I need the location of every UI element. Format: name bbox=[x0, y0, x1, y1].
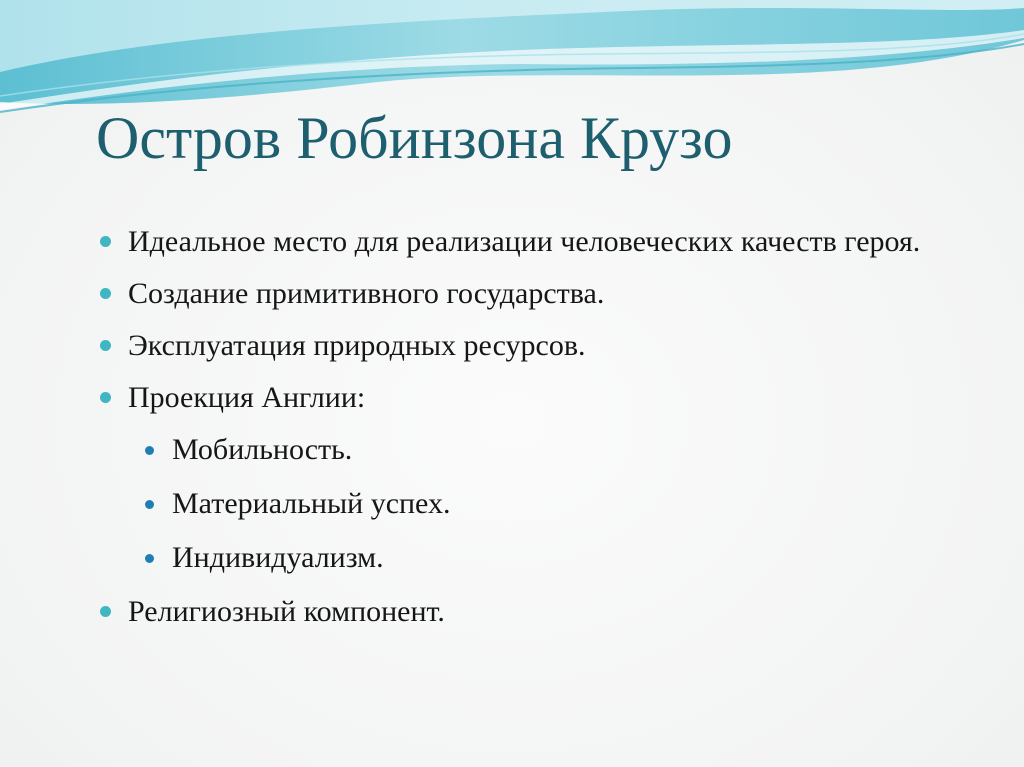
bullet-dot-icon bbox=[100, 606, 111, 617]
bullet-item bbox=[100, 220, 980, 264]
bullet-dot-icon bbox=[100, 288, 111, 299]
sub-bullet-dot-icon bbox=[145, 500, 154, 509]
sub-bullet-dot-icon bbox=[145, 554, 154, 563]
bullet-dot-icon bbox=[100, 392, 111, 403]
slide-content bbox=[100, 220, 980, 642]
sub-bullet-item bbox=[145, 482, 980, 526]
bullet-text: Идеальное место для реализации человеческих качеств героя. bbox=[128, 225, 921, 258]
bullet-text: Религиозный компонент. bbox=[128, 595, 445, 628]
sub-bullet-dot-icon bbox=[145, 446, 154, 455]
bullet-item bbox=[100, 272, 980, 316]
sub-bullet-item bbox=[145, 428, 980, 472]
bullet-item bbox=[100, 324, 980, 368]
bullet-dot-icon bbox=[100, 340, 111, 351]
bullet-dot-icon bbox=[100, 236, 111, 247]
bullet-text: Проекция Англии: bbox=[128, 381, 366, 414]
sub-bullet-item bbox=[145, 536, 980, 580]
sub-bullet-text: Мобильность. bbox=[172, 433, 353, 466]
bullet-list bbox=[100, 220, 980, 634]
bullet-item bbox=[100, 590, 980, 634]
sub-bullet-text: Материальный успех. bbox=[172, 487, 451, 520]
sub-bullet-text: Индивидуализм. bbox=[172, 541, 384, 574]
bullet-text: Эксплуатация природных ресурсов. bbox=[128, 329, 586, 362]
slide-title: Остров Робинзона Крузо bbox=[96, 105, 733, 171]
bullet-text: Создание примитивного государства. bbox=[128, 277, 605, 310]
bullet-item bbox=[100, 376, 980, 420]
